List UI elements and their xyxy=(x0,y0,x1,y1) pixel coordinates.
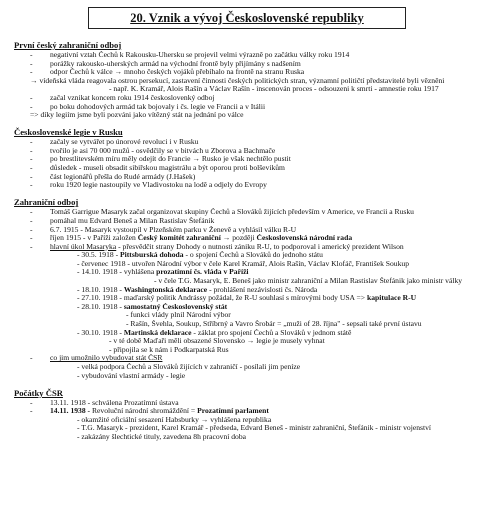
text-run: 14.11. 1938 - xyxy=(50,407,92,416)
text-line xyxy=(14,85,494,94)
text-line xyxy=(14,372,494,381)
bullet-item xyxy=(14,103,494,112)
text-run: začaly se vytvářet po únorové revoluci i v Rusku xyxy=(50,138,199,147)
text-run: pomáhal mu Edvard Beneš a Milan Rastislav Štefánik xyxy=(50,216,215,225)
text-line xyxy=(14,251,494,260)
text-run: - červenec 1918 - utvořen Národní výbor v čele Karel Kramář, Alois Rašín, Václav Klofáč, František Soukup xyxy=(77,259,409,268)
text-run: začal vznikat koncem roku 1914 českoslovenký odboj xyxy=(50,93,215,102)
text-line xyxy=(14,286,494,295)
section xyxy=(14,127,494,190)
text-run: - prohlášení nezávislosti čs. Národa xyxy=(207,285,318,294)
text-line xyxy=(14,363,494,372)
text-run: - připojila se k nám i Podkarpatská Rus xyxy=(109,345,229,354)
text-run: → později xyxy=(220,234,257,243)
text-line xyxy=(14,311,494,320)
text-line xyxy=(14,294,494,303)
text-line xyxy=(14,416,494,425)
text-line xyxy=(14,303,494,312)
text-run: 13.11. 1918 - schválena Prozatímní ústava xyxy=(50,398,179,407)
text-run: → vídeňská vláda reagovala ostrou persekucí, zastavení činnosti českých politických stran, významní političtí představitelé byli vězněni xyxy=(30,76,445,85)
text-run: - T.G. Masaryk - prezident, Karel Kramář - předseda, Edvard Beneš - ministr zahraniční, Štefánik - ministr vojenství xyxy=(77,424,431,433)
bullet-item xyxy=(14,68,494,77)
section-heading: Zahraniční odboj xyxy=(14,197,79,208)
bullet-item xyxy=(14,407,494,416)
text-run: - 14.10. 1918 - vyhlášena xyxy=(77,268,157,277)
text-line xyxy=(14,320,494,329)
text-run: Československá národní rada xyxy=(256,234,353,243)
title-box xyxy=(88,7,406,29)
text-run: hlavní úkol Masaryka xyxy=(50,242,117,251)
text-run: => díky legiím jsme byli pozváni jako vítězný stát na jednání po válce xyxy=(30,111,244,120)
text-run: - 28.10. 1918 - xyxy=(77,302,124,311)
text-line xyxy=(14,433,494,442)
text-run: - 27.10. 1918 - maďarský politik Andrássy požádal, že R-U souhlasí s mírovými body USA => xyxy=(77,294,367,303)
text-line xyxy=(14,337,494,346)
bullet-item xyxy=(14,51,494,60)
text-run: - Rašín, Švehla, Soukup, Stříbrný a Vavro Šrobár = „muži of 28. října" - sepsali také první ústavu xyxy=(126,320,422,329)
text-run: Prozatímní parlament xyxy=(197,407,269,416)
text-run: - okamžité oficiální sesazení Habsburky → vyhlášena republika xyxy=(77,415,272,424)
bullet-item xyxy=(14,181,494,190)
section-heading: První český zahraniční odboj xyxy=(14,40,122,50)
bullet-item xyxy=(14,208,494,217)
section xyxy=(14,197,494,380)
text-run: - 18.10. 1918 - xyxy=(77,285,124,294)
bullet-item xyxy=(14,226,494,235)
bullet-item xyxy=(14,164,494,173)
text-run: kapitulace R-U xyxy=(367,294,417,303)
text-run: Washingtonská deklarace xyxy=(123,285,208,294)
text-run: 6.7. 1915 - Masaryk vystoupil v Plzeňském parku v Ženevě a vyhlásil válku R-U xyxy=(50,225,297,234)
section xyxy=(14,388,494,442)
document-body xyxy=(14,40,494,449)
bullet-item xyxy=(14,234,494,243)
section-heading: Počátky ČSR xyxy=(14,387,63,398)
bullet-item xyxy=(14,354,494,363)
text-run: po brestlitevském míru měly odejít do Francie → Rusko je však nechtělo pustit xyxy=(50,155,291,164)
text-run: důsledek - museli obsadit sibiřskou magistrálu a být oporou proti bolševikům xyxy=(50,164,285,173)
text-run: odpor Čechů k válce → mnoho českých vojáků přebíhalo na frontě na stranu Ruska xyxy=(50,68,305,77)
text-line xyxy=(14,329,494,338)
section xyxy=(14,40,494,120)
section-heading: Československé legie v Rusku xyxy=(14,127,123,138)
bullet-item xyxy=(14,399,494,408)
text-run: co jim umožnilo vybudovat stát ČSR xyxy=(50,354,163,363)
text-line xyxy=(14,111,494,120)
text-run: Pittsburská dohoda xyxy=(120,251,184,260)
text-run: část legionářů přešla do Rudé armády (J.Hašek) xyxy=(50,172,196,181)
text-run: negativní vztah Čechů k Rakousku-Uhersku se projevil velmi výrazně po začátku války roku 1914 xyxy=(50,51,350,59)
text-line xyxy=(14,424,494,433)
bullet-item xyxy=(14,155,494,164)
text-run: Martinská deklarace xyxy=(123,328,192,337)
text-run: - 30.10. 1918 - xyxy=(77,328,124,337)
text-run: - 30.5. 1918 - xyxy=(77,251,121,260)
text-run: - v té době Maďaři měli obsazené Slovensko → legie je musely vyhnat xyxy=(109,337,325,346)
text-run: prozatímní čs. vláda v Paříži xyxy=(156,268,249,277)
text-run: - např. K. Kramář, Alois Rašín a Václav Rašín - inscenován proces - odsouzeni k smrti - amnestie roku 1917 xyxy=(109,85,439,94)
text-run: tvořilo je asi 70 000 mužů - osvědčily se v bitvách u Zborova a Bachmače xyxy=(50,146,276,155)
bullet-item xyxy=(14,217,494,226)
bullet-item xyxy=(14,94,494,103)
text-run: Revoluční národní shromáždění = xyxy=(91,407,198,416)
bullet-item xyxy=(14,173,494,182)
text-line xyxy=(14,346,494,355)
text-line xyxy=(14,260,494,269)
text-run: Český komitét zahraniční xyxy=(137,234,221,243)
text-run: po boku dohodových armád tak bojovaly i čs. legie ve Francii a v Itálii xyxy=(50,102,266,111)
text-run: - o spojení Čechů a Slováků do jednoho státu xyxy=(183,251,323,260)
text-line xyxy=(14,268,494,277)
text-run: Tomáš Garrigue Masaryk začal organizovat skupiny Čechů a Slováků žijících především v Americe, ve Francii a Rusku xyxy=(50,208,414,217)
text-run: - přesvědčit strany Dohody o nutnosti zániku R-U, to podporoval i americký prezident Wilson xyxy=(116,242,404,251)
text-run: samostatný Československý stát xyxy=(123,302,228,311)
text-run: - funkci vlády plnil Národní výbor xyxy=(126,311,231,320)
text-run: roku 1920 legie nastoupily ve Vladivostoku na lodě a odjely do Evropy xyxy=(50,181,267,190)
text-run: porážky rakousko-uherských armád na východní frontě byly přijímány s nadšením xyxy=(50,59,301,68)
text-run: - vybudování vlastní armády - legie xyxy=(77,371,186,380)
text-run: - velká podpora Čechů a Slováků žijících v zahraničí - posílali jim peníze xyxy=(77,363,301,371)
text-run: říjen 1915 - v Paříži založen xyxy=(50,234,138,243)
bullet-item xyxy=(14,138,494,147)
text-line xyxy=(14,277,494,286)
bullet-item xyxy=(14,243,494,252)
page-title: 20. Vznik a vývoj Československé republiky xyxy=(130,10,364,25)
text-line xyxy=(14,77,494,86)
text-run: - záklat pro spojení Čechů a Slováků v jednom státě xyxy=(191,328,352,337)
bullet-item xyxy=(14,147,494,156)
text-run: - zakázány šlechtické tituly, zavedena 8h pracovní doba xyxy=(77,433,247,442)
bullet-item xyxy=(14,60,494,69)
text-run: - v čele T.G. Masaryk, E. Beneš jako ministr zahraniční a Milan Rastislav Štefánik jako ministr války xyxy=(154,277,463,286)
